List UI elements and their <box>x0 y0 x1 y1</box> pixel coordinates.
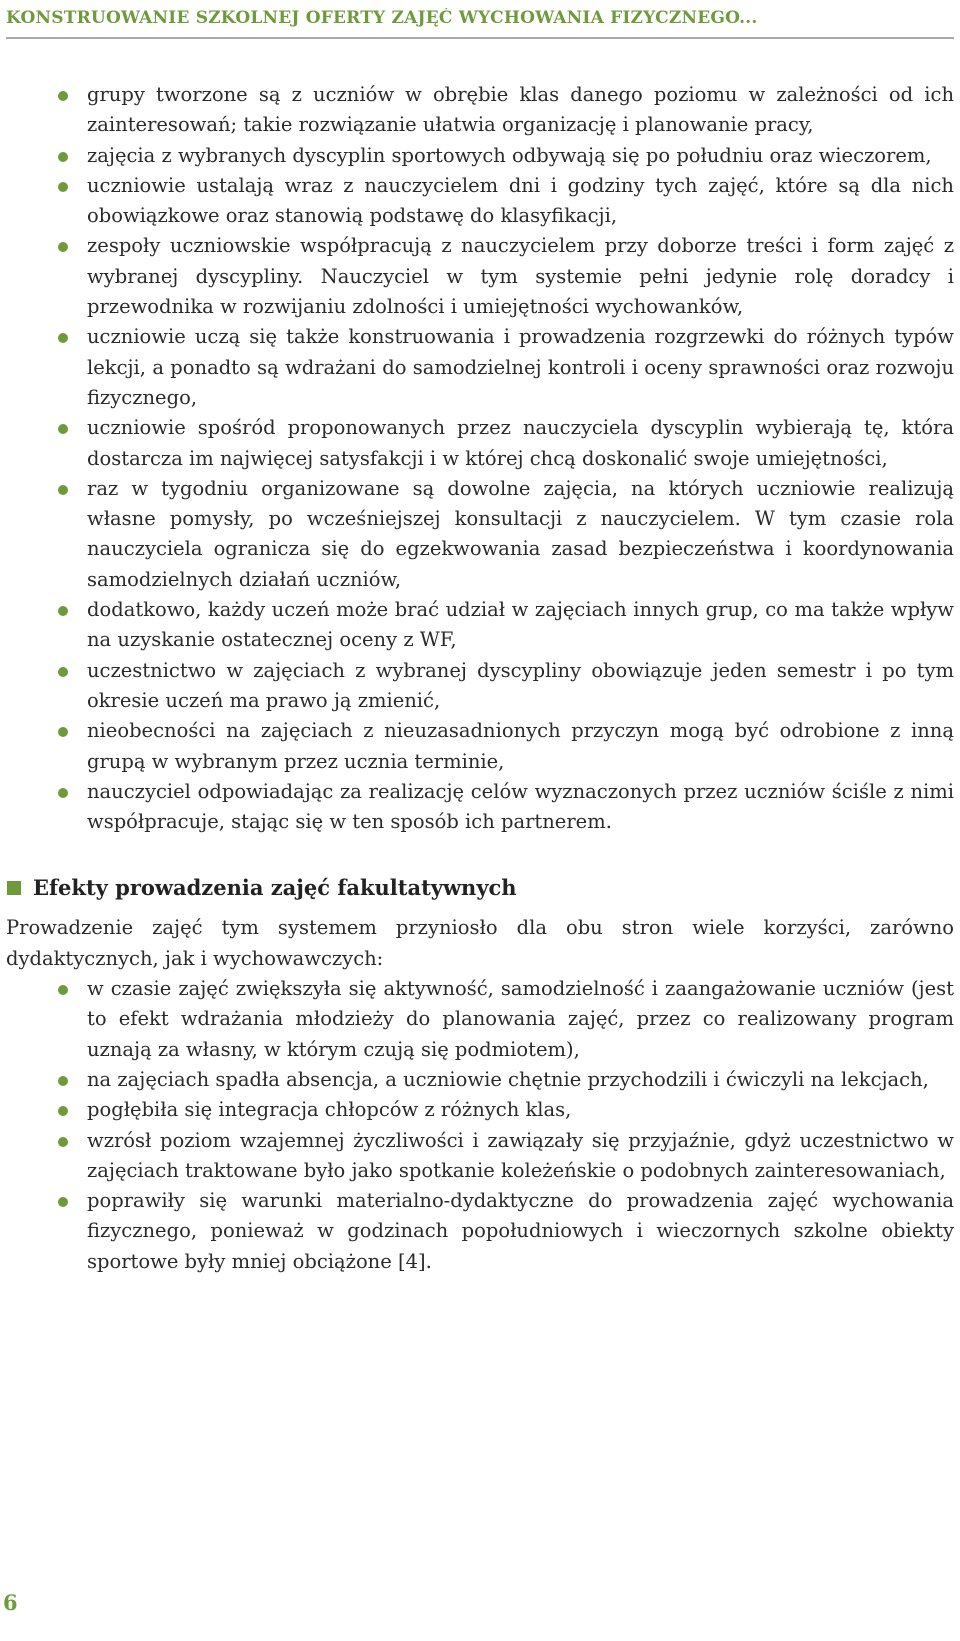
list-item-text: wzrósł poziom wzajemnej życzliwości i zawiązały się przyjaźnie, gdyż uczestnictwo w zajęciach traktowane było jako spotkanie koleżeńskie o podobnych zainteresowaniach, <box>87 1128 954 1182</box>
list-effects <box>6 974 954 1277</box>
list-item <box>6 141 954 171</box>
bullet-dot-icon <box>58 1076 68 1086</box>
list-item <box>6 413 954 474</box>
bullet-dot-icon <box>58 1137 68 1147</box>
bullet-dot-icon <box>58 424 68 434</box>
list-item-text: na zajęciach spadła absencja, a uczniowie chętnie przychodzili i ćwiczyli na lekcjach, <box>87 1067 929 1091</box>
list-item-text: raz w tygodniu organizowane są dowolne zajęcia, na których uczniowie realizują własne pomysły, po wcześniejszej konsultacji z nauczycielem. W tym czasie rola nauczyciela ogranicza się do egzekwowania zasad bezpieczeństwa i koordynowania samodzielnych działań uczniów, <box>87 476 954 591</box>
square-bullet-icon <box>7 881 21 895</box>
bullet-dot-icon <box>58 1106 68 1116</box>
header-divider <box>6 37 954 39</box>
bullet-dot-icon <box>58 182 68 192</box>
list-item <box>6 716 954 777</box>
section-heading <box>6 873 954 903</box>
list-item <box>6 656 954 717</box>
list-item <box>6 1186 954 1277</box>
bullet-dot-icon <box>58 606 68 616</box>
section-heading-text: Efekty prowadzenia zajęć fakultatywnych <box>33 875 517 901</box>
list-item <box>6 322 954 413</box>
list-item <box>6 474 954 595</box>
bullet-dot-icon <box>58 985 68 995</box>
bullet-dot-icon <box>58 667 68 677</box>
list-item-text: nieobecności na zajęciach z nieuzasadnionych przyczyn mogą być odrobione z inną grupą w wybranym przez ucznia terminie, <box>87 719 954 773</box>
bullet-dot-icon <box>58 788 68 798</box>
bullet-dot-icon <box>58 152 68 162</box>
list-item-text: uczniowie uczą się także konstruowania i prowadzenia rozgrzewki do różnych typów lekcji, a ponadto są wdrażani do samodzielnej kontroli i oceny sprawności oraz rozwoju fizycznego, <box>87 325 954 409</box>
list-item-text: uczestnictwo w zajęciach z wybranej dyscypliny obowiązuje jeden semestr i po tym okresie uczeń ma prawo ją zmienić, <box>87 658 954 712</box>
list-item-text: uczniowie spośród proponowanych przez nauczyciela dyscyplin wybierają tę, która dostarcza im najwięcej satysfakcji i w której chcą doskonalić swoje umiejętności, <box>87 416 954 470</box>
running-header-title: KONSTRUOWANIE SZKOLNEJ OFERTY ZAJĘĆ WYCHOWANIA FIZYCZNEGO... <box>6 8 758 28</box>
list-item-text: dodatkowo, każdy uczeń może brać udział w zajęciach innych grup, co ma także wpływ na uzyskanie ostatecznej oceny z WF, <box>87 598 954 652</box>
list-item <box>6 171 954 232</box>
list-item <box>6 595 954 656</box>
list-item-text: zespoły uczniowskie współpracują z nauczycielem przy doborze treści i form zajęć z wybranej dyscypliny. Nauczyciel w tym systemie pełni jedynie rolę doradcy i przewodnika w rozwijaniu zdolności i umiejętności wychowanków, <box>87 234 954 319</box>
list-item-text: pogłębiła się integracja chłopców z różnych klas, <box>87 1098 572 1122</box>
bullet-dot-icon <box>58 242 68 252</box>
list-item-text: zajęcia z wybranych dyscyplin sportowych odbywają się po południu oraz wieczorem, <box>87 143 932 167</box>
bullet-dot-icon <box>58 485 68 495</box>
page-content <box>6 80 954 1277</box>
page-number: 6 <box>3 1590 18 1615</box>
list-item <box>6 231 954 322</box>
bullet-dot-icon <box>58 1197 68 1207</box>
list-item <box>6 80 954 141</box>
list-item <box>6 777 954 838</box>
list-item <box>6 1126 954 1187</box>
list-item-text: uczniowie ustalają wraz z nauczycielem dni i godziny tych zajęć, które są dla nich obowiązkowe oraz stanowią podstawę do klasyfikacji, <box>87 173 954 228</box>
bullet-dot-icon <box>58 727 68 737</box>
list-item-text: w czasie zajęć zwiększyła się aktywność, samodzielność i zaangażowanie uczniów (jest to efekt wdrażania młodzieży do planowania zajęć, przez co realizowany program uznają za własny, w którym czują się podmiotem), <box>87 977 954 1061</box>
bullet-dot-icon <box>58 333 68 343</box>
bullet-dot-icon <box>58 91 68 101</box>
list-organization <box>6 80 954 837</box>
list-item-text: poprawiły się warunki materialno-dydaktyczne do prowadzenia zajęć wychowania fizycznego, ponieważ w godzinach popołudniowych i wieczornych szkolne obiekty sportowe były mniej obciążone [4]. <box>87 1189 954 1273</box>
list-item <box>6 974 954 1065</box>
list-item <box>6 1065 954 1095</box>
list-item-text: nauczyciel odpowiadając za realizację celów wyznaczonych przez uczniów ściśle z nimi współpracuje, stając się w ten sposób ich partnerem. <box>87 779 954 834</box>
list-item-text: grupy tworzone są z uczniów w obrębie klas danego poziomu w zależności od ich zainteresowań; takie rozwiązanie ułatwia organizację i planowanie pracy, <box>87 83 954 137</box>
section-intro-paragraph: Prowadzenie zajęć tym systemem przyniosło dla obu stron wiele korzyści, zarówno dydaktycznych, jak i wychowawczych: <box>6 916 954 970</box>
list-item <box>6 1095 954 1125</box>
